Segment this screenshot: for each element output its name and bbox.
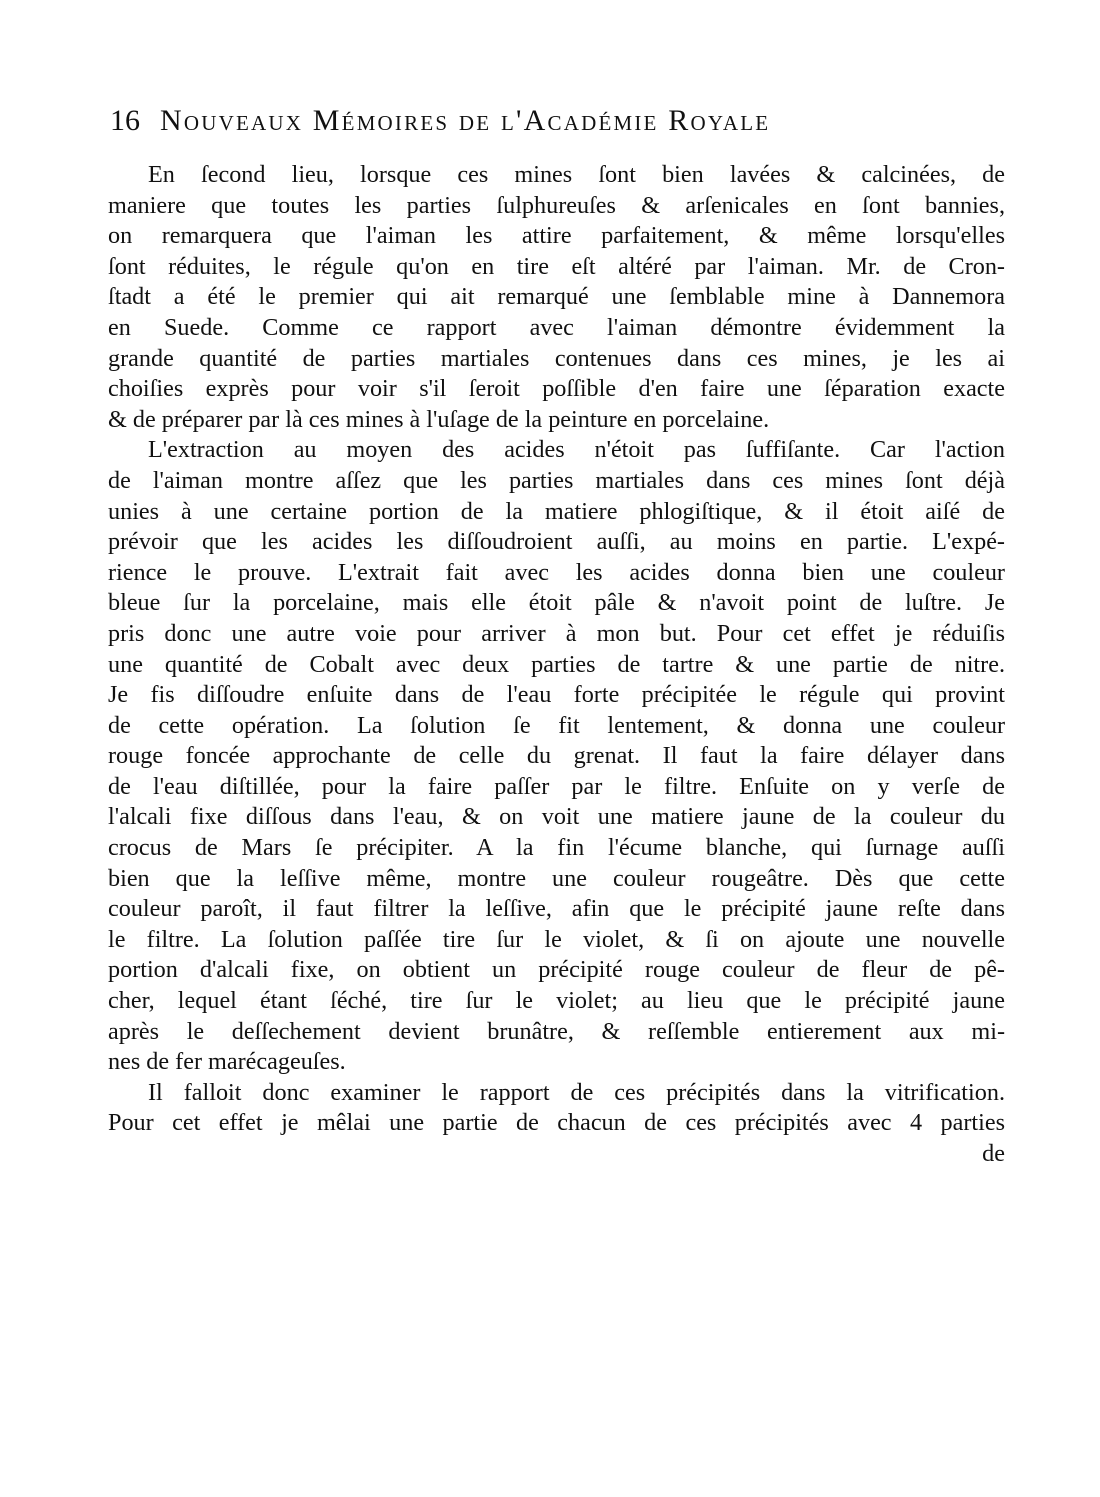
text-line: Pour cet effet je mêlai une partie de chacun de ces précipités avec 4 parties <box>108 1109 1005 1137</box>
text-line: pris donc une autre voie pour arriver à mon but. Pour cet effet je réduiſis <box>108 619 1005 647</box>
text-line: crocus de Mars ſe précipiter. A la fin l'écume blanche, qui ſurnage auſſi <box>108 834 1005 862</box>
text-line: nes de fer marécageuſes. <box>108 1048 346 1076</box>
text-line: de l'aiman montre aſſez que les parties martiales dans ces mines ſont déjà <box>108 466 1005 494</box>
text-line: portion d'alcali fixe, on obtient un précipité rouge couleur de fleur de pê- <box>108 956 1005 984</box>
text-line: grande quantité de parties martiales contenues dans ces mines, je les ai <box>108 344 1005 372</box>
running-header <box>110 104 1010 140</box>
running-title: Nouveaux Mémoires de l'Académie Royale <box>160 104 771 137</box>
text-line: unies à une certaine portion de la matiere phlogiſtique, & il étoit aiſé de <box>108 497 1005 525</box>
text-line: couleur paroît, il faut filtrer la leſſive, afin que le précipité jaune reſte dans <box>108 895 1005 923</box>
text-line: Il falloit donc examiner le rapport de ces précipités dans la vitrification. <box>148 1078 1005 1106</box>
text-line: de l'eau diſtillée, pour la faire paſſer par le filtre. Enſuite on y verſe de <box>108 772 1005 800</box>
paragraph <box>108 435 1005 1077</box>
text-line: rience le prouve. L'extrait fait avec les acides donna bien une couleur <box>108 558 1005 586</box>
text-line: rouge foncée approchante de celle du grenat. Il faut la faire délayer dans <box>108 742 1005 770</box>
catchword: de <box>982 1140 1005 1167</box>
text-line: ſont réduites, le régule qu'on en tire eſt altéré par l'aiman. Mr. de Cron- <box>108 252 1005 280</box>
text-line: après le deſſechement devient brunâtre, & reſſemble entierement aux mi- <box>108 1017 1005 1045</box>
text-line: en Suede. Comme ce rapport avec l'aiman démontre évidemment la <box>108 313 1005 341</box>
text-line: l'alcali fixe diſſous dans l'eau, & on voit une matiere jaune de la couleur du <box>108 803 1005 831</box>
text-line: bleue ſur la porcelaine, mais elle étoit pâle & n'avoit point de luſtre. Je <box>108 589 1005 617</box>
text-line: maniere que toutes les parties ſulphureuſes & arſenicales en ſont bannies, <box>108 191 1005 219</box>
text-line: & de préparer par là ces mines à l'uſage de la peinture en porcelaine. <box>108 405 770 433</box>
text-line: une quantité de Cobalt avec deux parties de tartre & une partie de nitre. <box>108 650 1005 678</box>
text-line: on remarquera que l'aiman les attire parfaitement, & même lorsqu'elles <box>108 222 1005 250</box>
text-line: bien que la leſſive même, montre une couleur rougeâtre. Dès que cette <box>108 864 1005 892</box>
page-number: 16 <box>110 104 140 137</box>
text-line: ſtadt a été le premier qui ait remarqué une ſemblable mine à Dannemora <box>108 283 1005 311</box>
text-line: choiſies exprès pour voir s'il ſeroit poſſible d'en faire une ſéparation exacte <box>108 375 1005 403</box>
text-line: le filtre. La ſolution paſſée tire ſur le violet, & ſi on ajoute une nouvelle <box>108 925 1005 953</box>
text-line: L'extraction au moyen des acides n'étoit pas ſuffiſante. Car l'action <box>148 436 1005 464</box>
body-text <box>108 160 1005 1170</box>
paragraph <box>108 160 1005 435</box>
text-line: Je fis diſſoudre enſuite dans de l'eau forte précipitée le régule qui provint <box>108 681 1005 709</box>
text-line: de cette opération. La ſolution ſe fit lentement, & donna une couleur <box>108 711 1005 739</box>
text-line: En ſecond lieu, lorsque ces mines ſont bien lavées & calcinées, de <box>148 161 1005 188</box>
text-line: cher, lequel étant ſéché, tire ſur le violet; au lieu que le précipité jaune <box>108 987 1005 1015</box>
text-line: prévoir que les acides les diſſoudroient auſſi, au moins en partie. L'expé- <box>108 528 1005 556</box>
paragraph <box>108 1078 1005 1139</box>
